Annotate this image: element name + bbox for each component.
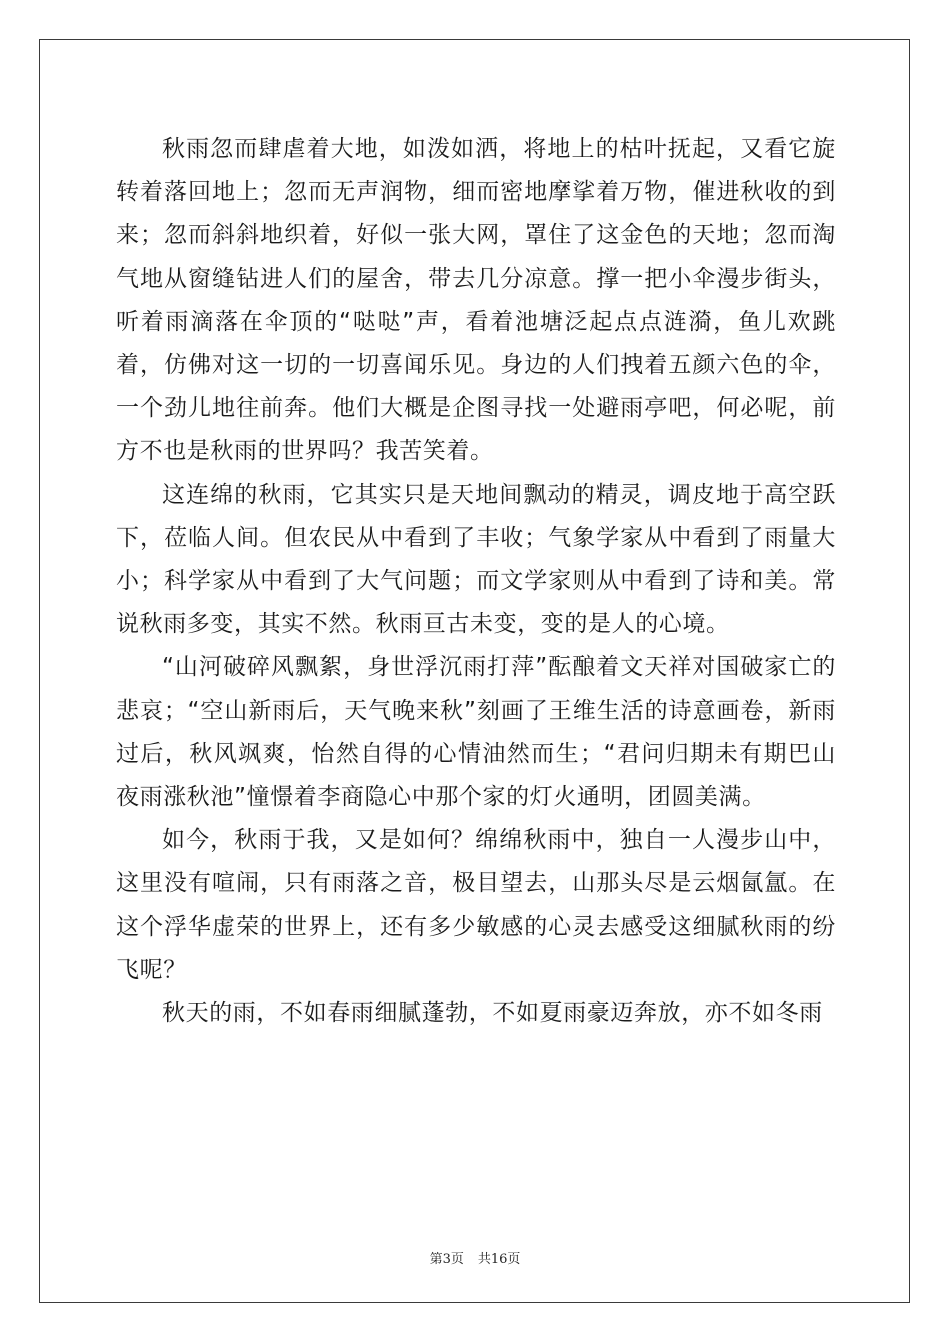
page-total: 共16页 — [477, 1252, 521, 1267]
document-body — [116, 128, 836, 1035]
page-footer — [0, 1248, 950, 1267]
paragraph-2: 这连绵的秋雨，它其实只是天地间飘动的精灵，调皮地于高空跃下，莅临人间。但农民从中看到了丰收；气象学家从中看到了雨量大小；科学家从中看到了大气问题；而文学家则从中看到了诗和美。常说秋雨多变，其实不然。秋雨亘古未变，变的是人的心境。 — [116, 481, 836, 638]
paragraph-3: “山河破碎风飘絮，身世浮沉雨打萍”酝酿着文天祥对国破家亡的悲哀；“空山新雨后，天气晚来秋”刻画了王维生活的诗意画卷，新雨过后，秋风飒爽，怡然自得的心情油然而生；“君问归期未有期巴山夜雨涨秋池”憧憬着李商隐心中那个家的灯火通明，团圆美满。 — [116, 654, 836, 811]
paragraph-1: 秋雨忽而肆虐着大地，如泼如洒，将地上的枯叶抚起，又看它旋转着落回地上；忽而无声润物，细而密地摩挲着万物，催进秋收的到来；忽而斜斜地织着，好似一张大网，罩住了这金色的天地；忽而淘气地从窗缝钻进人们的屋舍，带去几分凉意。撑一把小伞漫步街头，听着雨滴落在伞顶的“哒哒”声，看着池塘泛起点点涟漪，鱼儿欢跳着，仿佛对这一切的一切喜闻乐见。身边的人们拽着五颜六色的伞，一个劲儿地往前奔。他们大概是企图寻找一处避雨亭吧，何必呢，前方不也是秋雨的世界吗？我苦笑着。 — [116, 136, 836, 465]
paragraph-5: 秋天的雨，不如春雨细腻蓬勃，不如夏雨豪迈奔放，亦不如冬雨 — [162, 1000, 823, 1027]
page-number: 第3页 — [429, 1252, 464, 1267]
paragraph-4: 如今，秋雨于我，又是如何？绵绵秋雨中，独自一人漫步山中，这里没有喧闹，只有雨落之音，极目望去，山那头尽是云烟氤氲。在这个浮华虚荣的世界上，还有多少敏感的心灵去感受这细腻秋雨的纷飞呢？ — [116, 827, 836, 983]
